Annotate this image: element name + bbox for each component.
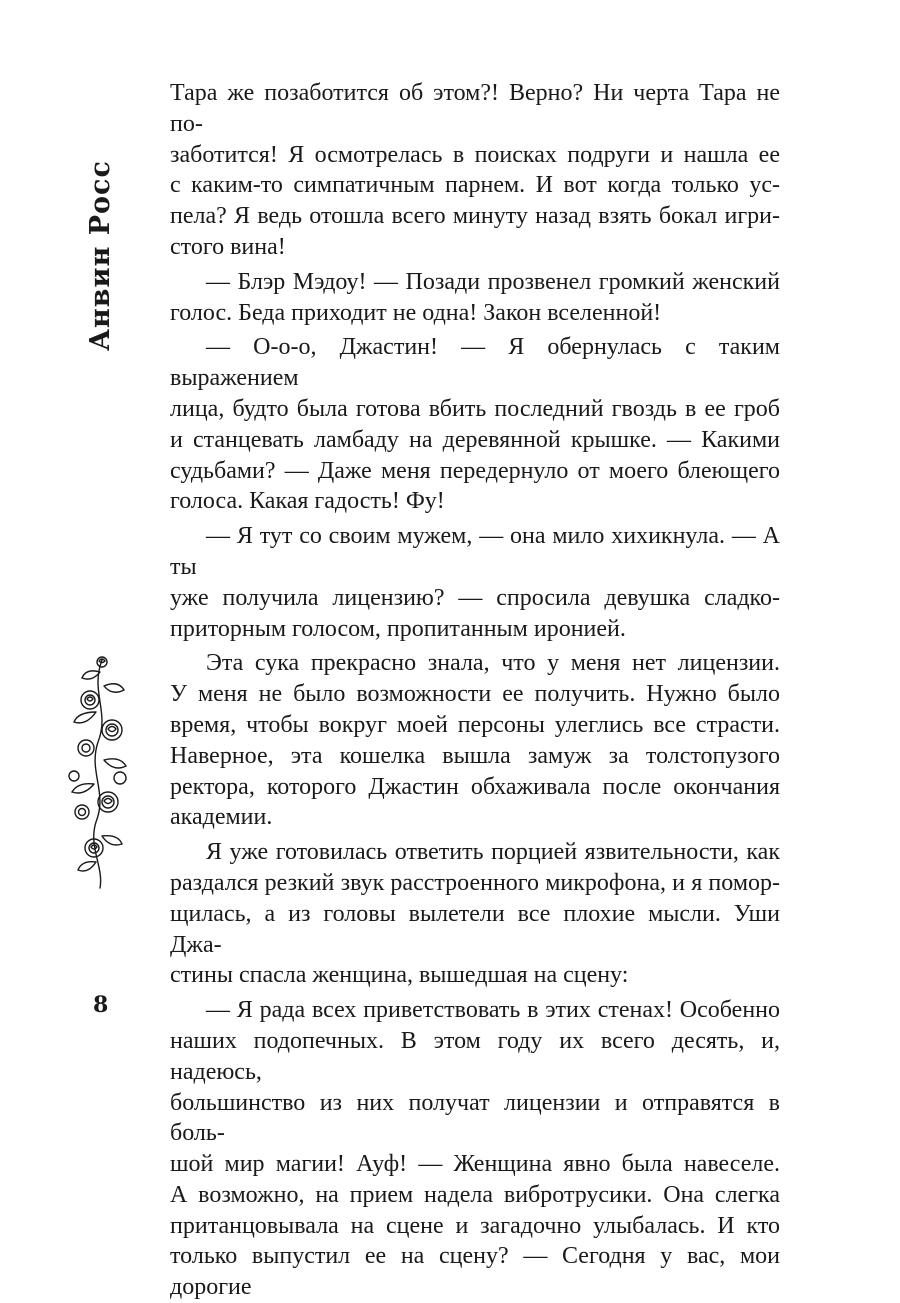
text-line: Эта сука прекрасно знала, что у меня нет лицензии. (206, 650, 780, 677)
text-line: и станцевать ламбаду на деревянной крышке. — Какими (170, 426, 780, 453)
text-line: большинство из них получат лицензии и отправятся в боль- (170, 1089, 780, 1147)
text-line: с каким-то симпатичным парнем. И вот когда только ус- (170, 172, 780, 199)
text-line: стого вина! (170, 233, 286, 260)
text-line: шой мир магии! Ауф! — Женщина явно была навеселе. (170, 1151, 780, 1178)
text-line: стины спасла женщина, вышедшая на сцену: (170, 962, 629, 989)
text-line: Наверное, эта кошелка вышла замуж за толстопузого (170, 742, 780, 769)
text-line: заботится! Я осмотрелась в поисках подруги и нашла ее (170, 141, 780, 168)
text-line: приторным голосом, пропитанным иронией. (170, 615, 626, 642)
text-line: раздался резкий звук расстроенного микрофона, и я помор- (170, 869, 780, 896)
author-name: Анвин Росс (84, 159, 116, 351)
running-head-author (80, 159, 120, 351)
text-line: пританцовывала на сцене и загадочно улыбалась. И кто (170, 1212, 780, 1239)
text-line: голоса. Какая гадость! Фу! (170, 488, 445, 515)
text-line: щилась, а из головы вылетели все плохие мысли. Уши Джа- (170, 900, 780, 958)
page-number: 8 (93, 992, 109, 1018)
rose-vine-icon (60, 652, 140, 892)
text-line: — Я рада всех приветствовать в этих стенах! Особенно (206, 997, 780, 1024)
text-line: У меня не было возможности ее получить. Нужно было (170, 681, 780, 708)
text-line: А возможно, на прием надела вибротрусики. Она слегка (170, 1181, 780, 1208)
text-line: уже получила лицензию? — спросила девушка сладко- (170, 584, 780, 611)
text-line: лица, будто была готова вбить последний гвоздь в ее гроб (170, 395, 780, 422)
text-line: голос. Беда приходит не одна! Закон вселенной! (170, 299, 662, 326)
text-line: судьбами? — Даже меня передернуло от моего блеющего (170, 457, 780, 484)
text-line: Я уже готовилась ответить порцией язвительности, как (206, 839, 780, 866)
text-line: пела? Я ведь отошла всего минуту назад взять бокал игри- (170, 203, 780, 230)
text-line: — Блэр Мэдоу! — Позади прозвенел громкий женский (206, 268, 780, 295)
body-text (170, 78, 780, 1303)
text-line: время, чтобы вокруг моей персоны улеглись все страсти. (170, 711, 780, 738)
text-line: — О-о-о, Джастин! — Я обернулась с таким выражением (170, 334, 780, 392)
text-line: — Я тут со своим мужем, — она мило хихикнула. — А ты (170, 523, 780, 580)
text-line: академии. (170, 804, 273, 831)
text-line: ректора, которого Джастин обхаживала после окончания (170, 773, 780, 800)
text-line: только выпустил ее на сцену? — Сегодня у вас, мои дорогие (170, 1243, 780, 1301)
text-line: Тара же позаботится об этом?! Верно? Ни черта Тара не по- (170, 80, 780, 137)
text-line: наших подопечных. В этом году их всего десять, и, надеюсь, (170, 1027, 780, 1085)
